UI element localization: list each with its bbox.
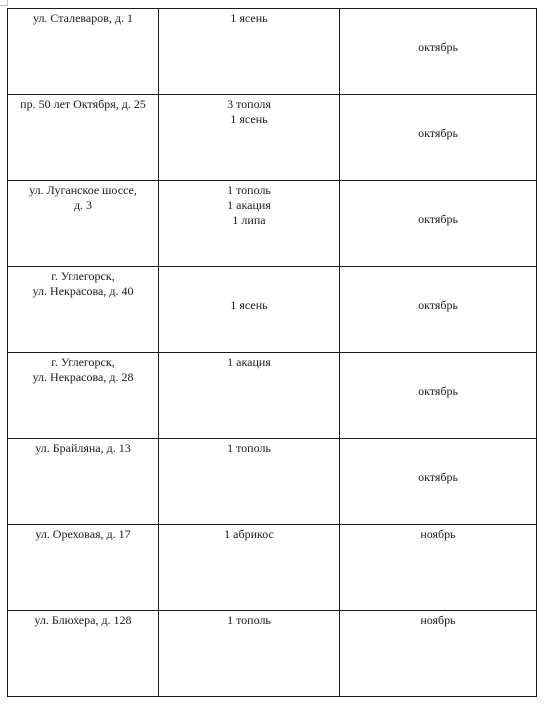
trees-cell [159,439,340,525]
tree-count-line: 1 тополь [227,441,271,455]
address-line: ул. Ореховая, д. 17 [35,527,131,541]
address-cell [8,611,159,697]
address-line: г. Углегорск, [51,355,115,369]
month-text: октябрь [418,212,458,226]
month-text: октябрь [418,384,458,398]
address-cell [8,9,159,95]
tree-count-line: 1 липа [232,213,266,227]
tree-count-line: 3 тополя [227,97,271,111]
month-cell [340,353,537,439]
tree-count-line: 1 тополь [227,183,271,197]
table-row [8,525,537,611]
month-cell [340,267,537,353]
month-text: октябрь [418,470,458,484]
tree-count-line: 1 ясень [230,11,268,25]
month-text: ноябрь [420,613,456,627]
month-text: октябрь [418,126,458,140]
address-cell [8,181,159,267]
trees-cell [159,9,340,95]
address-line: пр. 50 лет Октября, д. 25 [20,97,146,111]
month-cell [340,9,537,95]
tree-count-line: 1 абрикос [224,527,274,541]
month-cell [340,525,537,611]
address-cell [8,525,159,611]
address-line: д. 3 [73,198,93,212]
table-row [8,439,537,525]
tree-count-line: 1 ясень [230,298,268,312]
tree-count-line: 1 акация [227,198,271,212]
address-cell [8,267,159,353]
trees-cell [159,611,340,697]
tree-count-line: 1 акация [227,355,271,369]
table-row [8,181,537,267]
table-row [8,611,537,697]
table-row [8,9,537,95]
address-line: ул. Брайляна, д. 13 [35,441,131,455]
address-line: ул. Луганское шоссе, [29,183,137,197]
address-cell [8,95,159,181]
month-cell [340,439,537,525]
table-row [8,95,537,181]
trees-cell [159,181,340,267]
address-line: г. Углегорск, [51,269,115,283]
table-body [8,9,537,697]
table-row [8,353,537,439]
table-row [8,267,537,353]
trees-cell [159,525,340,611]
month-cell [340,95,537,181]
trees-cell [159,95,340,181]
month-text: ноябрь [420,527,456,541]
month-text: октябрь [418,298,458,312]
address-line: ул. Некрасова, д. 28 [32,370,134,384]
address-line: ул. Некрасова, д. 40 [32,284,134,298]
tree-count-line: 1 тополь [227,613,271,627]
address-line: ул. Блюхера, д. 128 [34,613,132,627]
page-corner-mark [0,0,8,6]
trees-cell [159,353,340,439]
address-cell [8,353,159,439]
trees-cell [159,267,340,353]
tree-schedule-table [7,8,537,697]
tree-count-line: 1 ясень [230,112,268,126]
address-cell [8,439,159,525]
month-cell [340,181,537,267]
address-line: ул. Сталеваров, д. 1 [32,11,134,25]
month-cell [340,611,537,697]
month-text: октябрь [418,40,458,54]
